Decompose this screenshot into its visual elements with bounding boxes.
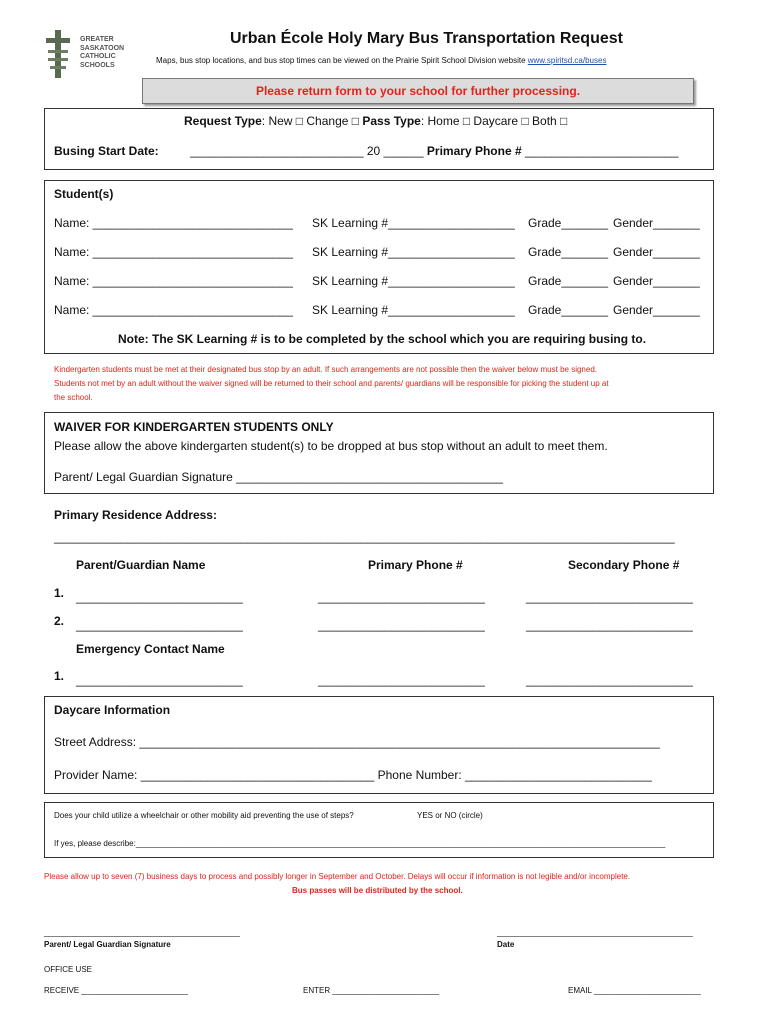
office-email-field[interactable]: EMAIL ________________________ [568, 986, 701, 995]
request-type-line: Request Type: New □ Change □ Pass Type: Home □ Daycare □ Both □ [184, 114, 568, 128]
student-grade-field[interactable]: Grade_______ [528, 303, 609, 317]
emergency-name-field[interactable]: _________________________ [76, 673, 243, 687]
processing-notice: Please allow up to seven (7) business days to process and possibly longer in September and October. Delays will occur if information is not legible and/or incomplete. [44, 872, 631, 881]
primary-phone-header: Primary Phone # [368, 558, 463, 572]
guardian-primary-phone-field[interactable]: _________________________ [318, 590, 485, 604]
student-gender-field[interactable]: Gender_______ [613, 245, 700, 259]
date-label: Date [497, 940, 515, 949]
kindergarten-notice-line: Kindergarten students must be met at their designated bus stop by an adult. If such arrangements are not possible then the waiver below must be signed. [54, 365, 597, 374]
student-name-field[interactable]: Name: ______________________________ [54, 245, 293, 259]
students-heading: Student(s) [54, 187, 114, 201]
guardian-name-field[interactable]: _________________________ [76, 618, 243, 632]
daycare-street-field[interactable]: Street Address: ______________________________________________________________________________ [54, 735, 660, 749]
emergency-contact-header: Emergency Contact Name [76, 642, 225, 656]
logo-text: GREATER SASKATOON CATHOLIC SCHOOLS [80, 36, 125, 69]
student-gender-field[interactable]: Gender_______ [613, 274, 700, 288]
residence-label: Primary Residence Address: [54, 508, 217, 522]
request-type-checkboxes[interactable]: : New □ Change □ [261, 114, 363, 128]
primary-phone-field[interactable]: _______________________ [524, 144, 679, 158]
kindergarten-notice-line: the school. [54, 393, 93, 402]
student-gender-field[interactable]: Gender_______ [613, 216, 700, 230]
daycare-provider-field[interactable]: Provider Name: ___________________________________ Phone Number: ____________________________ [54, 768, 652, 782]
office-enter-field[interactable]: ENTER ________________________ [303, 986, 440, 995]
form-subtitle: Maps, bus stop locations, and bus stop times can be viewed on the Prairie Spirit School Division website www.spiritsd.ca/buses [156, 56, 607, 65]
date-line[interactable]: ____________________________________________ [497, 928, 693, 937]
guardian-primary-phone-field[interactable]: _________________________ [318, 618, 485, 632]
guardian-secondary-phone-field[interactable]: _________________________ [526, 590, 693, 604]
sk-learning-note: Note: The SK Learning # is to be completed by the school which you are requiring busing to. [118, 332, 647, 346]
daycare-heading: Daycare Information [54, 703, 171, 717]
student-grade-field[interactable]: Grade_______ [528, 274, 609, 288]
buses-website-link[interactable]: www.spiritsd.ca/buses [527, 56, 607, 65]
student-grade-field[interactable]: Grade_______ [528, 216, 609, 230]
row-number: 1. [54, 586, 65, 600]
office-use-label: OFFICE USE [44, 965, 93, 974]
student-sk-field[interactable]: SK Learning #___________________ [312, 303, 515, 317]
cross-logo-icon [44, 30, 72, 78]
secondary-phone-header: Secondary Phone # [568, 558, 680, 572]
emergency-primary-phone-field[interactable]: _________________________ [318, 673, 485, 687]
waiver-signature-field[interactable]: Parent/ Legal Guardian Signature ________________________________________ [54, 470, 504, 484]
row-number: 1. [54, 669, 65, 683]
mobility-yes-no[interactable]: YES or NO (circle) [417, 811, 483, 820]
students-section [44, 180, 714, 354]
office-receive-field[interactable]: RECEIVE ________________________ [44, 986, 189, 995]
signature-line[interactable]: ____________________________________________ [44, 928, 240, 937]
form-title: Urban École Holy Mary Bus Transportation Request [230, 30, 623, 47]
mobility-describe-field[interactable]: If yes, please describe:_______________________________________________________________________________________________________________________ [54, 839, 666, 848]
waiver-text: Please allow the above kindergarten student(s) to be dropped at bus stop without an adult to meet them. [54, 439, 608, 453]
return-form-banner: Please return form to your school for further processing. [142, 78, 694, 104]
student-name-field[interactable]: Name: ______________________________ [54, 274, 293, 288]
guardian-name-header: Parent/Guardian Name [76, 558, 206, 572]
emergency-secondary-phone-field[interactable]: _________________________ [526, 673, 693, 687]
student-sk-field[interactable]: SK Learning #___________________ [312, 245, 515, 259]
kindergarten-notice-line: Students not met by an adult without the waiver signed will be returned to their school and parents/ guardians will be responsible for picking the student up at [54, 379, 609, 388]
bus-passes-notice: Bus passes will be distributed by the school. [292, 886, 463, 895]
school-logo [44, 30, 125, 78]
student-name-field[interactable]: Name: ______________________________ [54, 303, 293, 317]
pass-type-checkboxes[interactable]: : Home □ Daycare □ Both □ [420, 114, 568, 128]
guardian-secondary-phone-field[interactable]: _________________________ [526, 618, 693, 632]
student-sk-field[interactable]: SK Learning #___________________ [312, 216, 515, 230]
mobility-question: Does your child utilize a wheelchair or other mobility aid preventing the use of steps? [54, 811, 354, 820]
waiver-heading: WAIVER FOR KINDERGARTEN STUDENTS ONLY [54, 420, 334, 434]
student-name-field[interactable]: Name: ______________________________ [54, 216, 293, 230]
guardian-name-field[interactable]: _________________________ [76, 590, 243, 604]
student-grade-field[interactable]: Grade_______ [528, 245, 609, 259]
row-number: 2. [54, 614, 65, 628]
busing-start-date-field[interactable]: __________________________ 20 ______ Primary Phone # _______________________ [190, 144, 679, 158]
busing-start-date-label: Busing Start Date: [54, 144, 159, 158]
signature-label: Parent/ Legal Guardian Signature [44, 940, 171, 949]
student-gender-field[interactable]: Gender_______ [613, 303, 700, 317]
residence-address-field[interactable]: _____________________________________________________________________________________________ [54, 530, 675, 544]
student-sk-field[interactable]: SK Learning #___________________ [312, 274, 515, 288]
